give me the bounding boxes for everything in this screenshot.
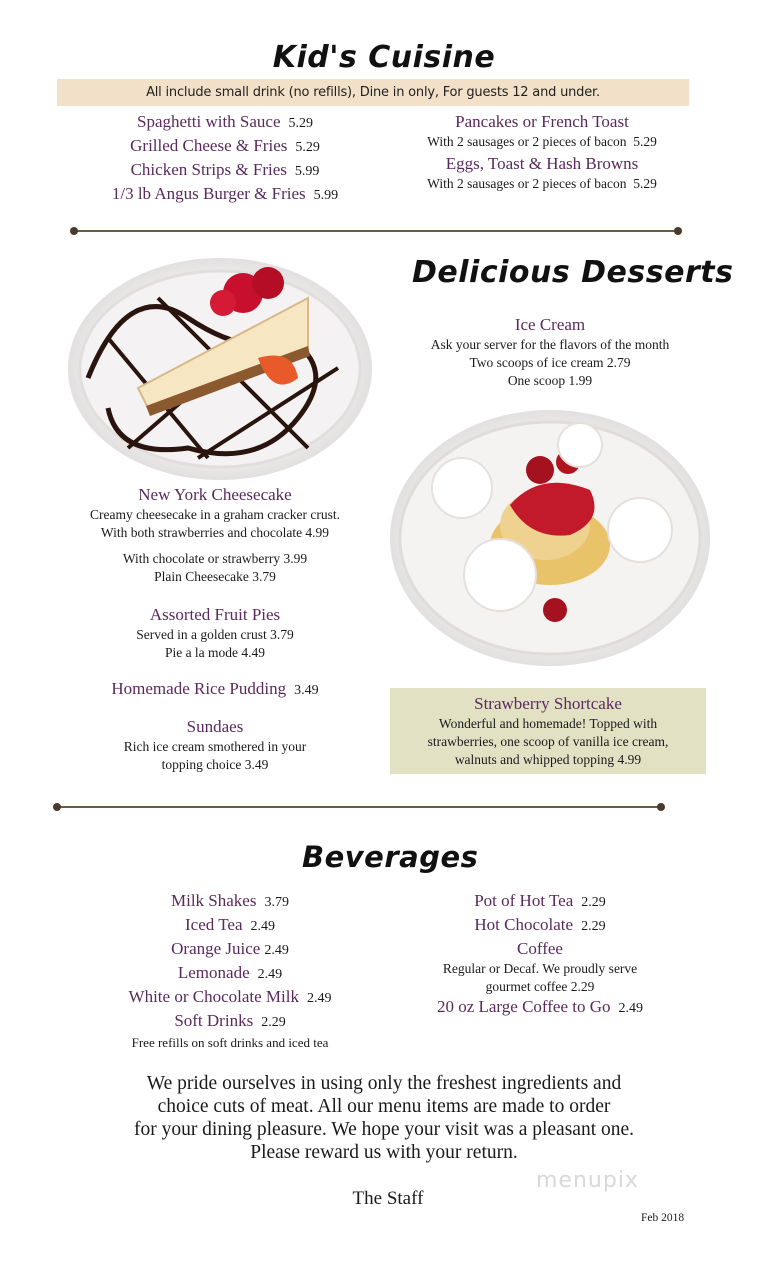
item-desc: With 2 sausages or 2 pieces of bacon [427, 134, 627, 149]
menu-item [380, 996, 700, 1020]
beverages-left-column [50, 890, 410, 1052]
item-name: Spaghetti with Sauce [136, 112, 281, 131]
item-name: Eggs, Toast & Hash Browns [445, 154, 639, 173]
menu-item [60, 159, 390, 183]
rice-pudding-block [60, 678, 370, 702]
cheesecake-block [60, 484, 370, 586]
fruit-pies-block [60, 604, 370, 662]
item-desc: One scoop 1.99 [507, 373, 593, 388]
kids-banner: All include small drink (no refills), Dine in only, For guests 12 and under. [57, 79, 689, 106]
closing-line: for your dining pleasure. We hope your visit was a pleasant one. [133, 1119, 635, 1140]
menu-item [60, 183, 390, 207]
item-name: Assorted Fruit Pies [149, 605, 281, 624]
item-name: Soft Drinks [174, 1011, 254, 1030]
item-price: 3.79 [264, 895, 289, 910]
item-desc: Ask your server for the flavors of the month [430, 337, 670, 352]
refill-note: Free refills on soft drinks and iced tea [131, 1035, 329, 1050]
item-name: Sundaes [186, 717, 244, 736]
item-price: 5.29 [295, 140, 320, 155]
item-name: White or Chocolate Milk [128, 987, 299, 1006]
item-desc: With both strawberries and chocolate 4.99 [100, 525, 330, 540]
divider-dot [674, 227, 682, 235]
item-price: 5.99 [294, 164, 320, 179]
item-name: Hot Chocolate [474, 915, 574, 934]
item-price: 2.29 [581, 895, 606, 910]
item-name: Pancakes or French Toast [455, 112, 629, 131]
shortcake-photo [390, 410, 710, 666]
menu-date: Feb 2018 [641, 1212, 685, 1224]
staff-signature: The Staff [352, 1188, 424, 1209]
item-price: 5.29 [288, 116, 314, 131]
item-name: Ice Cream [514, 315, 586, 334]
item-name: Coffee [517, 939, 563, 958]
menu-item [50, 1010, 410, 1034]
item-price: 2.49 [250, 919, 275, 934]
item-name: Orange Juice [171, 939, 261, 958]
item-name: 20 oz Large Coffee to Go [436, 997, 611, 1016]
closing-line: We pride ourselves in using only the freshest ingredients and [146, 1073, 622, 1094]
item-price: 3.49 [294, 683, 319, 698]
ice-cream-block [392, 314, 708, 390]
item-price: 2.49 [306, 991, 332, 1006]
item-name: Pot of Hot Tea [474, 891, 574, 910]
item-name: Homemade Rice Pudding [111, 679, 287, 698]
item-name: Milk Shakes [171, 891, 257, 910]
item-name: Chicken Strips & Fries [130, 160, 287, 179]
menu-item [60, 135, 390, 159]
item-desc: With 2 sausages or 2 pieces of bacon [427, 176, 627, 191]
item-price: 5.29 [633, 176, 657, 191]
beverages-title: Beverages [302, 840, 479, 874]
item-desc: Wonderful and homemade! Topped with [438, 716, 658, 731]
item-desc: Plain Cheesecake 3.79 [154, 569, 276, 584]
cheesecake-photo [68, 258, 372, 480]
item-price: 2.29 [581, 919, 606, 934]
menu-item [50, 914, 410, 938]
item-name: Lemonade [177, 963, 250, 982]
item-name: Iced Tea [185, 915, 243, 934]
menu-item [50, 938, 410, 962]
item-price: 2.49 [618, 1001, 644, 1016]
menu-item [380, 890, 700, 914]
menu-item [380, 914, 700, 938]
watermark: menupix [536, 1168, 639, 1193]
divider-dot [53, 803, 61, 811]
menu-item [60, 111, 390, 135]
item-desc: Creamy cheesecake in a graham cracker crust. [90, 507, 340, 522]
desserts-title: Delicious Desserts [412, 255, 734, 290]
item-price: 5.99 [313, 188, 339, 203]
shortcake-box [390, 688, 706, 774]
item-desc: Two scoops of ice cream 2.79 [469, 355, 631, 370]
item-name: Grilled Cheese & Fries [130, 136, 288, 155]
item-price: 5.29 [633, 134, 657, 149]
shortcake-illustration [390, 410, 710, 666]
item-desc: Served in a golden crust 3.79 [136, 627, 294, 642]
item-desc: gourmet coffee 2.29 [485, 979, 595, 994]
closing-line: choice cuts of meat. All our menu items are made to order [157, 1096, 611, 1117]
item-name: New York Cheesecake [138, 485, 292, 504]
menu-item [50, 890, 410, 914]
item-desc: topping choice 3.49 [161, 757, 269, 772]
section-divider [74, 230, 678, 232]
kids-cuisine-title: Kid's Cuisine [272, 40, 496, 75]
closing-line: Please reward us with your return. [250, 1142, 518, 1163]
item-desc: With chocolate or strawberry 3.99 [122, 551, 308, 566]
kids-left-column [60, 111, 390, 207]
beverages-right-column [380, 890, 700, 1020]
divider-dot [70, 227, 78, 235]
item-desc: Rich ice cream smothered in your [123, 739, 307, 754]
closing-message [0, 1072, 768, 1164]
item-name: 1/3 lb Angus Burger & Fries [111, 184, 306, 203]
cheesecake-illustration [68, 258, 372, 480]
sundaes-block [60, 716, 370, 774]
menu-item [50, 962, 410, 986]
item-price: 2.49 [257, 967, 283, 982]
item-desc: Regular or Decaf. We proudly serve [442, 961, 638, 976]
menu-item [50, 986, 410, 1010]
section-divider [57, 806, 661, 808]
kids-right-column [392, 111, 692, 193]
item-desc: walnuts and whipped topping 4.99 [454, 752, 642, 767]
item-desc: strawberries, one scoop of vanilla ice cream, [427, 734, 669, 749]
item-price: 2.49 [264, 943, 289, 958]
item-price: 2.29 [261, 1015, 286, 1030]
divider-dot [657, 803, 665, 811]
item-desc: Pie a la mode 4.49 [164, 645, 266, 660]
item-name: Strawberry Shortcake [474, 694, 622, 713]
